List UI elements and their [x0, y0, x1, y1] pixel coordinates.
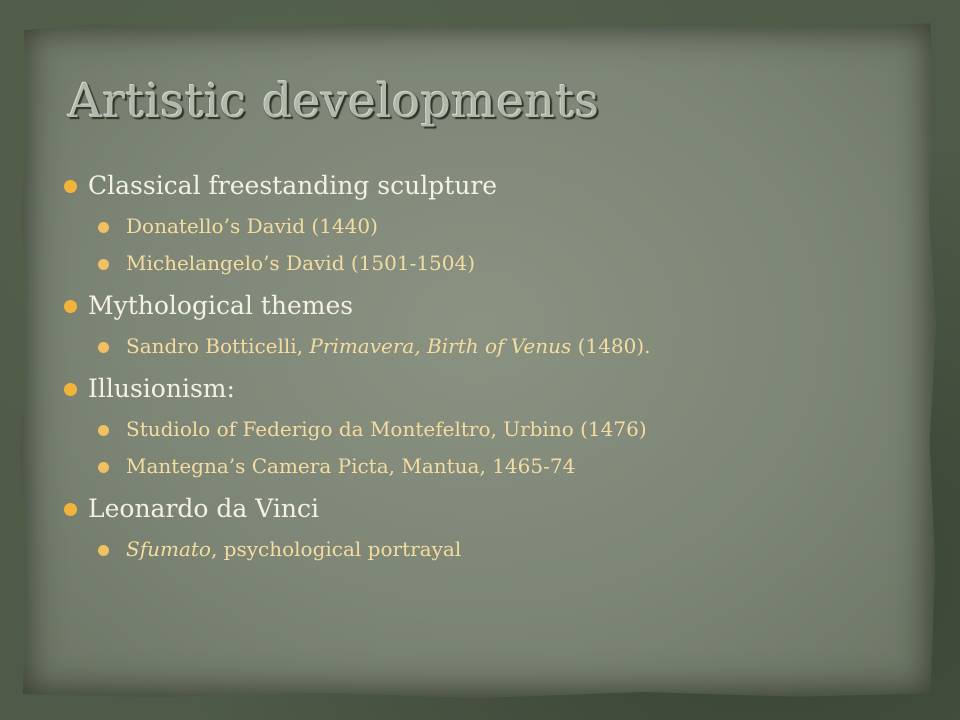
bullet-classical-sculpture [60, 164, 920, 208]
sub-bullet-dot-icon [98, 545, 109, 556]
sub-bullet-text-pre: Sandro Botticelli, [126, 334, 310, 358]
sub-bullet-text-italic: Sfumato [126, 537, 211, 561]
bullet-text: Leonardo da Vinci [88, 494, 319, 523]
sub-list-mythological [60, 328, 920, 365]
sub-bullet-dot-icon [98, 462, 109, 473]
sub-bullet-michelangelo [96, 245, 920, 282]
sub-bullet-text: Donatello’s David (1440) [126, 214, 378, 238]
sub-bullet-mantegna [96, 448, 920, 485]
sub-list-sculpture [60, 208, 920, 282]
bullet-list [60, 164, 920, 570]
bullet-dot-icon [64, 180, 77, 193]
bullet-illusionism [60, 367, 920, 411]
bullet-mythological-themes [60, 284, 920, 328]
sub-list-leonardo [60, 531, 920, 568]
sub-bullet-text: Studiolo of Federigo da Montefeltro, Urbino (1476) [126, 417, 647, 441]
bullet-text: Illusionism: [88, 374, 235, 403]
sub-bullet-dot-icon [98, 222, 109, 233]
sub-bullet-studiolo [96, 411, 920, 448]
bullet-dot-icon [64, 300, 77, 313]
slide-title: Artistic developments [68, 74, 600, 129]
sub-bullet-text: Mantegna’s Camera Picta, Mantua, 1465-74 [126, 454, 576, 478]
sub-bullet-text-italic: Primavera, Birth of Venus [309, 334, 572, 358]
bullet-leonardo [60, 487, 920, 531]
bullet-dot-icon [64, 503, 77, 516]
bullet-text: Mythological themes [88, 291, 354, 320]
sub-bullet-dot-icon [98, 425, 109, 436]
sub-bullet-botticelli [96, 328, 920, 365]
sub-bullet-sfumato [96, 531, 920, 568]
bullet-dot-icon [64, 383, 77, 396]
bullet-text: Classical freestanding sculpture [88, 171, 498, 200]
sub-bullet-dot-icon [98, 259, 109, 270]
sub-bullet-dot-icon [98, 342, 109, 353]
sub-bullet-donatello [96, 208, 920, 245]
sub-bullet-text: Michelangelo’s David (1501-1504) [126, 251, 476, 275]
sub-bullet-text-post: , psychological portrayal [210, 537, 462, 561]
sub-bullet-text-post: (1480). [571, 334, 651, 358]
sub-list-illusionism [60, 411, 920, 485]
